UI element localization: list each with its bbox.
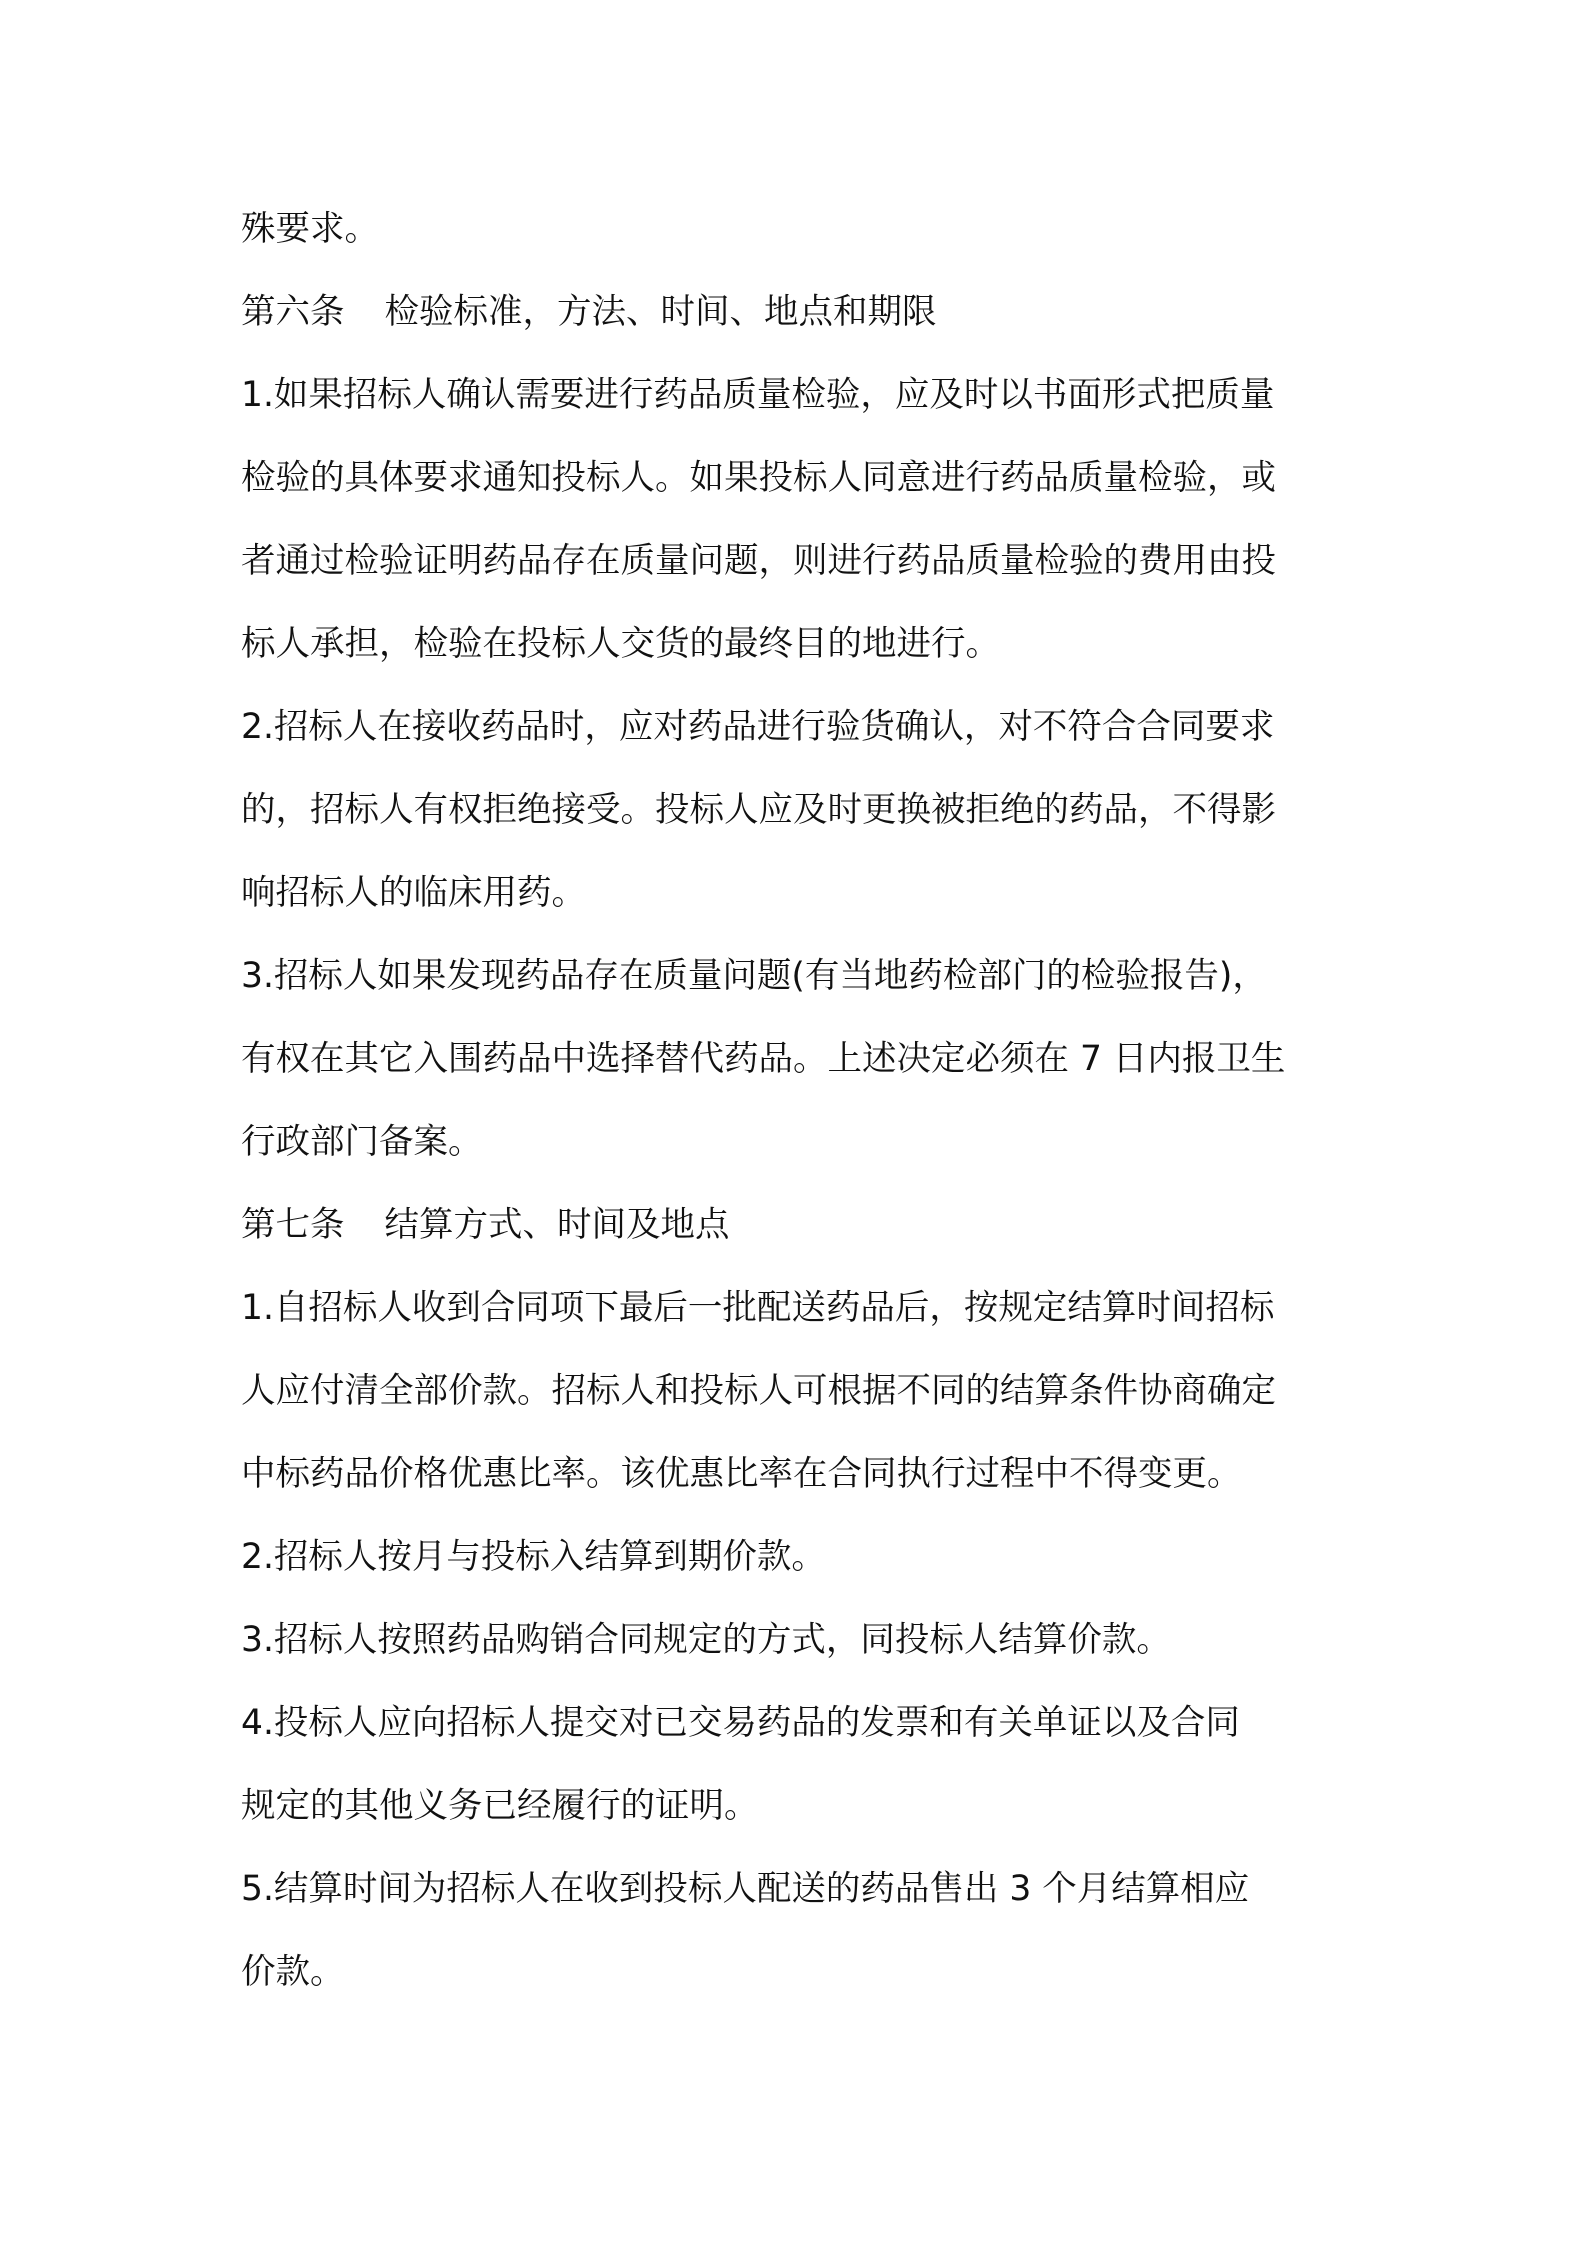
paragraph-line: 的，招标人有权拒绝接受。投标人应及时更换被拒绝的药品，不得影 [241, 790, 1276, 830]
paragraph-line: 标人承担，检验在投标人交货的最终目的地进行。 [241, 624, 1000, 664]
paragraph-line: 人应付清全部价款。招标人和投标人可根据不同的结算条件协商确定 [241, 1371, 1276, 1411]
paragraph-line: 者通过检验证明药品存在质量问题，则进行药品质量检验的费用由投 [241, 541, 1276, 581]
paragraph-line: 5.结算时间为招标人在收到投标人配送的药品售出 3 个月结算相应 [241, 1869, 1250, 1909]
paragraph-line: 响招标人的临床用药。 [241, 873, 586, 913]
article-six-title: 检验标准，方法、时间、地点和期限 [384, 292, 937, 332]
paragraph-line: 1.如果招标人确认需要进行药品质量检验，应及时以书面形式把质量 [241, 375, 1275, 415]
paragraph-line: 规定的其他义务已经履行的证明。 [241, 1786, 759, 1826]
article-seven-heading [241, 1203, 1361, 1247]
article-seven-title: 结算方式、时间及地点 [384, 1205, 730, 1245]
paragraph-line: 2.招标人在接收药品时，应对药品进行验货确认，对不符合合同要求 [241, 707, 1275, 747]
paragraph-line: 检验的具体要求通知投标人。如果投标人同意进行药品质量检验，或 [241, 458, 1276, 498]
article-six-number: 第六条 [241, 292, 345, 332]
paragraph-line: 2.招标人按月与投标入结算到期价款。 [241, 1537, 826, 1577]
paragraph-line: 殊要求。 [241, 209, 379, 249]
article-six-heading [241, 290, 1361, 334]
paragraph-line: 4.投标人应向招标人提交对已交易药品的发票和有关单证以及合同 [241, 1703, 1240, 1743]
article-seven-number: 第七条 [241, 1205, 345, 1245]
paragraph-line: 3.招标人如果发现药品存在质量问题(有当地药检部门的检验报告)， [241, 956, 1267, 996]
paragraph-line: 中标药品价格优惠比率。该优惠比率在合同执行过程中不得变更。 [241, 1454, 1242, 1494]
paragraph-line: 1.自招标人收到合同项下最后一批配送药品后，按规定结算时间招标 [241, 1288, 1275, 1328]
paragraph-line: 3.招标人按照药品购销合同规定的方式，同投标人结算价款。 [241, 1620, 1171, 1660]
paragraph-line: 行政部门备案。 [241, 1122, 483, 1162]
paragraph-line: 价款。 [241, 1952, 345, 1992]
paragraph-line: 有权在其它入围药品中选择替代药品。上述决定必须在 7 日内报卫生 [241, 1039, 1286, 1079]
